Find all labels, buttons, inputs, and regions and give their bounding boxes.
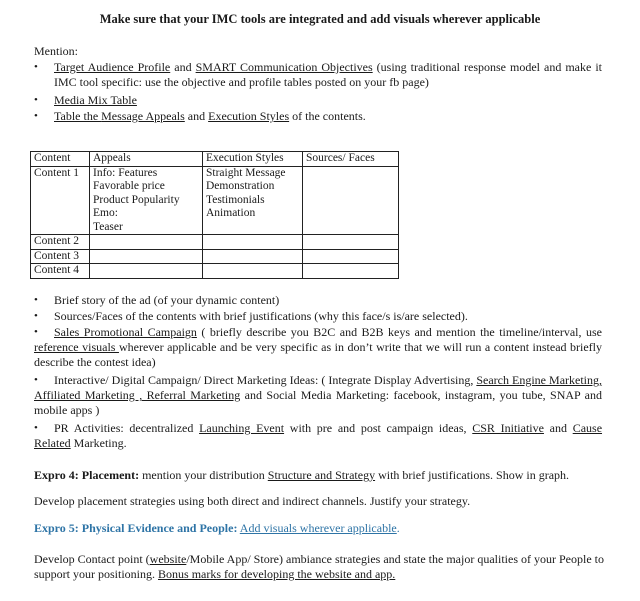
table-header-cell: Execution Styles	[203, 152, 303, 167]
bonus-marks-note: Bonus marks for developing the website and app.	[158, 567, 396, 581]
csr-initiative-link: CSR Initiative	[472, 421, 544, 435]
cause-related-link: Cause Related	[34, 421, 603, 450]
bullet-target-audience: • Target Audience Profile and SMART Communication Objectives (using traditional response model and make it IMC tool specific: use the objective and profile tables posted on your fb page)	[34, 60, 603, 89]
table-cell: Content 3	[31, 249, 90, 264]
expro5-heading: Expro 5: Physical Evidence and People:	[34, 521, 238, 535]
page-title: Make sure that your IMC tools are integrated and add visuals wherever applicable	[99, 12, 541, 26]
bullet-icon: •	[34, 94, 38, 106]
table-row	[31, 166, 399, 235]
bullet-message-appeals: • Table the Message Appeals and Execution Styles of the contents.	[34, 109, 366, 123]
reference-visuals-link: reference visuals	[34, 340, 119, 354]
table-cell-styles: Straight Message Demonstration Testimonials Animation	[203, 166, 303, 235]
website-link: website	[149, 552, 187, 566]
bullet-icon: •	[34, 326, 38, 338]
table-cell: Content 1	[31, 166, 90, 235]
bullet-icon: •	[34, 374, 38, 386]
mention-label: Mention:	[34, 44, 78, 58]
sem-affiliate-referral-link: Search Engine Marketing, Affiliated Marketing , Referral Marketing	[34, 373, 603, 402]
table-link: Table the	[54, 109, 102, 123]
bullet-sales-promotion: • Sales Promotional Campaign ( briefly describe you B2C and B2B keys and mention the timeline/interval, use reference visuals wherever applicable and be very specific as in don’t write that we will run a content instead briefly describe the contest idea)	[34, 325, 603, 369]
bullet-icon: •	[34, 294, 38, 306]
sales-promo-link: Sales Promotional Campaign	[54, 325, 197, 339]
placement-paragraph: Develop placement strategies using both direct and indirect channels. Justify your strategy.	[34, 494, 471, 508]
table-header-cell: Appeals	[90, 152, 203, 167]
table-row	[31, 264, 399, 279]
structure-strategy-link: Structure and Strategy	[267, 468, 376, 482]
smart-objectives-link: SMART Communication Objectives	[195, 60, 373, 74]
media-mix-link: Media Mix Table	[54, 93, 137, 107]
table-cell: Content 4	[31, 264, 90, 279]
message-appeals-table	[30, 151, 399, 279]
bullet-icon: •	[34, 110, 38, 122]
bullet-sources-faces: • Sources/Faces of the contents with brief justifications (why this face/s is/are selected).	[34, 309, 468, 323]
expro4-heading: Expro 4: Placement:	[34, 468, 140, 482]
table-cell: Content 2	[31, 235, 90, 250]
expro5-paragraph: Expro 5: Physical Evidence and People: Add visuals wherever applicable.	[34, 521, 400, 535]
table-row	[31, 235, 399, 250]
table-row	[31, 249, 399, 264]
table-header-cell: Content	[31, 152, 90, 167]
table-cell	[303, 166, 399, 235]
add-visuals-link[interactable]: Add visuals wherever applicable	[239, 521, 397, 535]
bullet-icon: •	[34, 61, 38, 73]
bullet-media-mix	[34, 93, 602, 108]
bullet-digital-campaign: • Interactive/ Digital Campaign/ Direct Marketing Ideas: ( Integrate Display Advertising, Search Engine Marketing, Affiliated Marketing , Referral Marketing and Social Media Marketing: facebook, instagram, you tube, SNAP and mobile apps )	[34, 373, 603, 417]
contact-paragraph: Develop Contact point (website/Mobile App/ Store) ambiance strategies and state the major qualities of your People to support your positioning. Bonus marks for developing the website and app.	[34, 552, 605, 581]
bullet-pr-activities: • PR Activities: decentralized Launching Event with pre and post campaign ideas, CSR Initiative and Cause Related Marketing.	[34, 421, 603, 450]
table-header-row	[31, 152, 399, 167]
bullet-icon: •	[34, 310, 38, 322]
target-audience-link: Target Audience Profile	[54, 60, 171, 74]
table-header-cell: Sources/ Faces	[303, 152, 399, 167]
bullet-brief-story: • Brief story of the ad (of your dynamic content)	[34, 293, 280, 307]
message-appeals-link: Message Appeals	[101, 109, 185, 123]
execution-styles-link: Execution Styles	[208, 109, 290, 123]
bullet-icon: •	[34, 422, 38, 434]
table-cell-appeals: Info: Features Favorable price Product Popularity Emo: Teaser	[90, 166, 203, 235]
expro4-paragraph: Expro 4: Placement: mention your distribution Structure and Strategy with brief justifications. Show in graph.	[34, 468, 570, 482]
launching-event-link: Launching Event	[199, 421, 285, 435]
